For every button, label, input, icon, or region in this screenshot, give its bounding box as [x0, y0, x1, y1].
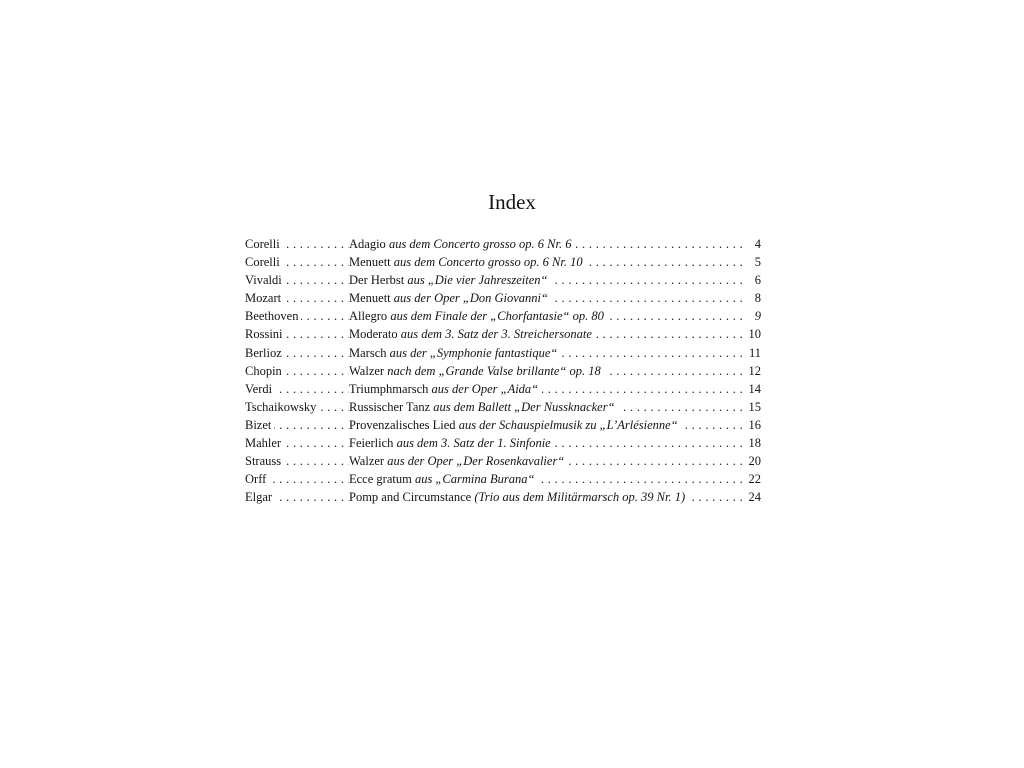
composer-name-cell	[245, 416, 349, 434]
composer-name-cell	[245, 325, 349, 343]
work-title-cell	[349, 344, 743, 362]
work-title-cell	[349, 470, 743, 488]
work-title-cell	[349, 325, 743, 343]
page-number: 4	[754, 237, 761, 251]
composer-name: Strauss	[245, 454, 284, 468]
work-source: aus dem Ballett „Der Nussknacker“	[433, 399, 615, 414]
composer-name: Corelli	[245, 237, 283, 251]
index-entry	[245, 253, 763, 271]
composer-name-cell	[245, 470, 349, 488]
work-source: aus „Die vier Jahreszeiten“	[407, 273, 548, 288]
composer-name-cell	[245, 362, 349, 380]
composer-name: Chopin	[245, 364, 285, 378]
work-title-cell	[349, 271, 743, 289]
work-title: Marsch	[349, 345, 387, 360]
composer-name: Rossini	[245, 327, 286, 341]
composer-name: Corelli	[245, 255, 283, 269]
index-entry	[245, 344, 763, 362]
composer-name: Vivaldi	[245, 273, 285, 287]
page-number: 24	[748, 490, 761, 505]
work-source: aus der Oper „Der Rosenkavalier“	[387, 454, 565, 469]
work-source: aus der „Symphonie fantastique“	[389, 345, 558, 360]
composer-name-cell	[245, 452, 349, 470]
work-title-cell	[349, 307, 743, 325]
composer-name: Orff	[245, 472, 269, 486]
work-title-cell	[349, 235, 743, 253]
composer-name: Elgar	[245, 490, 275, 504]
work-title-cell	[349, 434, 743, 452]
work-title: Moderato	[349, 327, 398, 342]
work-title-cell	[349, 452, 743, 470]
work-title-cell	[349, 253, 743, 271]
work-source: aus dem 3. Satz der 3. Streichersonate	[400, 327, 592, 342]
index-entry	[245, 289, 763, 307]
work-title: Der Herbst	[349, 273, 405, 288]
work-title-cell	[349, 488, 743, 506]
work-title-cell	[349, 416, 743, 434]
page-number: 15	[748, 399, 761, 414]
index-entry	[245, 452, 763, 470]
work-title: Russischer Tanz	[349, 399, 431, 414]
composer-name-cell	[245, 253, 349, 271]
composer-name: Tschaikowsky	[245, 400, 319, 414]
work-title: Ecce gratum	[349, 472, 412, 487]
work-title: Pomp and Circumstance	[349, 490, 472, 505]
work-source: aus der Oper „Aida“	[431, 381, 539, 396]
index-entry	[245, 235, 763, 253]
work-title-cell	[349, 289, 743, 307]
work-title-cell	[349, 380, 743, 398]
composer-name-cell	[245, 398, 349, 416]
page-number: 9	[754, 309, 761, 324]
index-entry	[245, 434, 763, 452]
work-source: aus der Oper „Don Giovanni“	[393, 291, 548, 306]
work-source: aus dem Finale der „Chorfantasie“ op. 80	[390, 309, 604, 324]
work-title-cell	[349, 398, 743, 416]
index-list	[245, 235, 763, 506]
composer-name: Beethoven	[245, 309, 301, 323]
work-title: Walzer	[349, 363, 385, 378]
page-number: 11	[748, 345, 761, 360]
work-title: Triumphmarsch	[349, 381, 429, 396]
page-number: 8	[754, 291, 761, 306]
work-source: aus dem Concerto grosso op. 6 Nr. 10	[393, 255, 583, 270]
composer-name-cell	[245, 488, 349, 506]
index-entry	[245, 271, 763, 289]
work-title: Provenzalisches Lied	[349, 417, 456, 432]
work-title: Adagio	[349, 237, 386, 251]
composer-name: Bizet	[245, 418, 274, 432]
work-source: aus dem Concerto grosso op. 6 Nr. 6	[388, 237, 572, 251]
work-title: Allegro	[349, 309, 388, 324]
index-entry	[245, 362, 763, 380]
work-source: nach dem „Grande Valse brillante“ op. 18	[387, 363, 601, 378]
composer-name-cell	[245, 307, 349, 325]
composer-name-cell	[245, 344, 349, 362]
work-title-cell	[349, 362, 743, 380]
work-title: Walzer	[349, 454, 385, 469]
page-number: 6	[754, 273, 761, 288]
page-number: 5	[754, 255, 761, 270]
composer-name: Verdi	[245, 382, 275, 396]
index-entry	[245, 307, 763, 325]
composer-name: Mozart	[245, 291, 284, 305]
composer-name: Berlioz	[245, 346, 285, 360]
composer-name-cell	[245, 434, 349, 452]
composer-name-cell	[245, 380, 349, 398]
page-number: 22	[748, 472, 761, 487]
index-entry	[245, 470, 763, 488]
page-number: 12	[748, 363, 761, 378]
page-title: Index	[488, 190, 536, 214]
work-title: Menuett	[349, 291, 391, 306]
work-source: aus dem 3. Satz der 1. Sinfonie	[396, 436, 551, 451]
index-entry	[245, 380, 763, 398]
work-title: Feierlich	[349, 436, 394, 451]
page-number: 10	[748, 327, 761, 342]
composer-name-cell	[245, 289, 349, 307]
page-number: 18	[748, 436, 761, 451]
index-entry	[245, 325, 763, 343]
index-entry	[245, 398, 763, 416]
composer-name: Mahler	[245, 436, 284, 450]
index-entry	[245, 488, 763, 506]
work-source: aus „Carmina Burana“	[414, 472, 535, 487]
composer-name-cell	[245, 235, 349, 253]
work-title: Menuett	[349, 255, 391, 270]
composer-name-cell	[245, 271, 349, 289]
index-entry	[245, 416, 763, 434]
work-source: (Trio aus dem Militärmarsch op. 39 Nr. 1)	[474, 490, 686, 505]
page-number: 20	[748, 454, 761, 469]
page-number: 16	[748, 417, 761, 432]
work-source: aus der Schauspielmusik zu „L’Arlésienne“	[458, 417, 678, 432]
page-number: 14	[748, 381, 761, 396]
